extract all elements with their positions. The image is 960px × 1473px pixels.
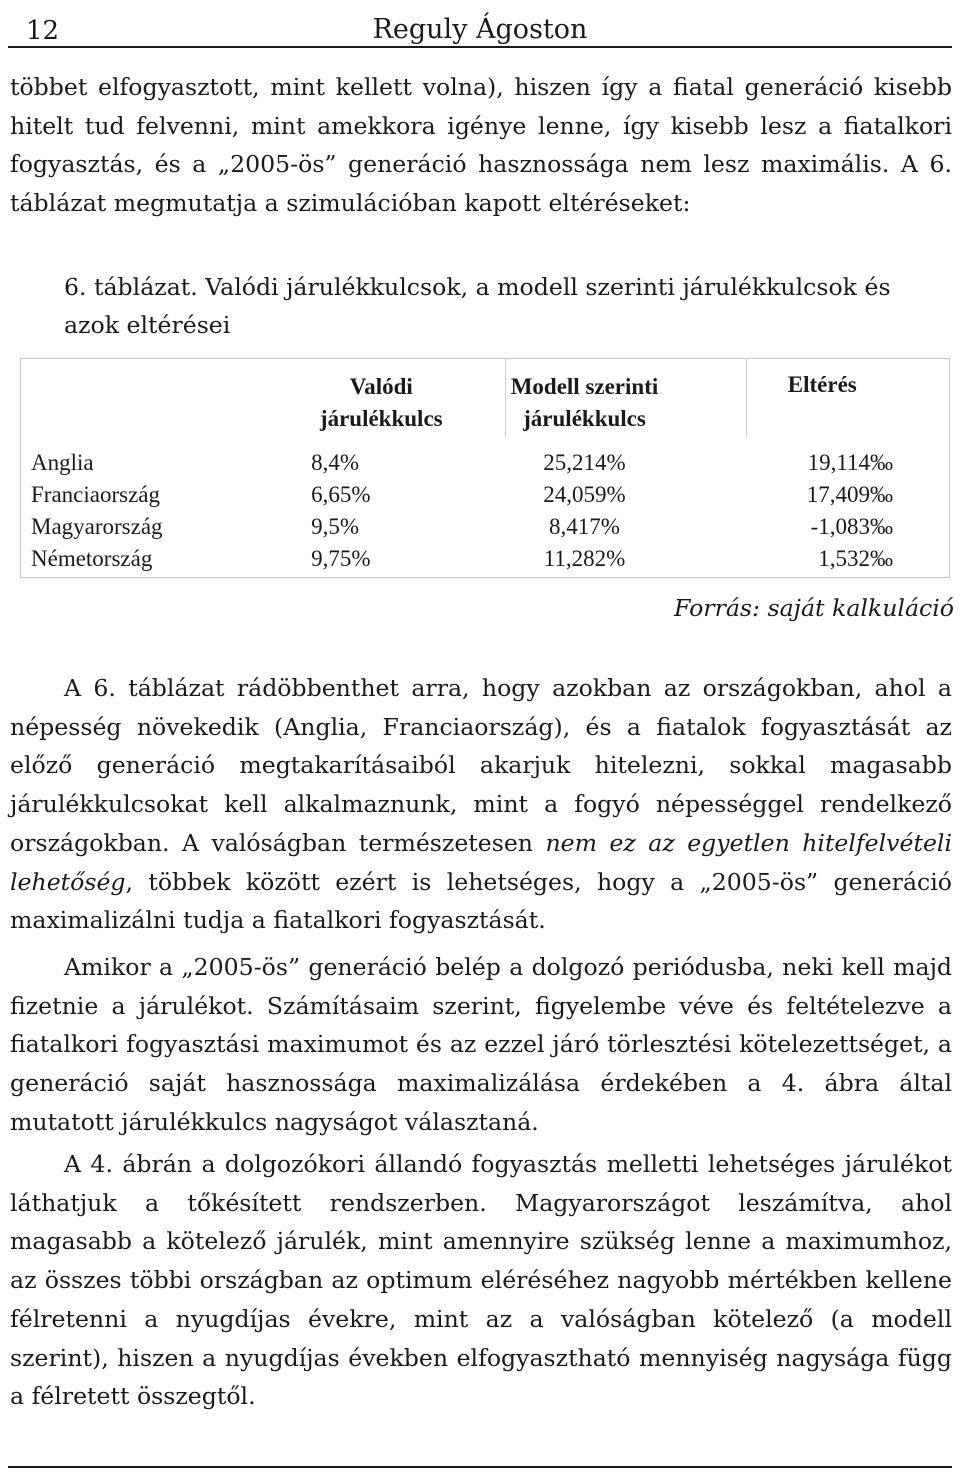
header-difference: Eltérés: [787, 372, 857, 397]
cell-model-rate: 25,214%: [543, 450, 626, 475]
cell-real-rate: 9,5%: [311, 514, 359, 539]
paragraph-intro: többet elfogyasztott, mint kellett volna), hiszen így a fiatal generáció kisebb hitelt tud felvenni, mint amekkora igénye lenne, így kisebb lesz a fiatalkori fogyasztás, és a „2005-ös” generáció hasznossága nem lesz maximális. A 6. táblázat megmutatja a szimulációban kapott eltéréseket:: [10, 73, 952, 218]
page-number: 12: [26, 16, 60, 46]
paragraph-contribution: Amikor a „2005-ös” generáció belép a dolgozó periódusba, neki kell majd fizetnie a járulékot. Számításaim szerint, figyelembe véve és feltételezve a fiatalkori fogyasztási maximumot és az ezzel járó törlesztési kötelezettséget, a generáció saját hasznossága maximalizálása érdekében a 4. ábra által mutatott járulékkulcs nagyságot választaná.: [10, 953, 952, 1136]
data-table: [21, 359, 949, 575]
cell-model-rate: 24,059%: [543, 482, 626, 507]
paragraph-text: A 6. táblázat rádöbbenthet arra, hogy azokban az országokban, ahol a népesség növekedik (Anglia, Franciaország), és a fiatalok fogyasztását az előző generáció megtakarításaiból akarjuk hitelezni, sokkal magasabb járulékkulcsokat kell alkalmaznunk, mint a fogyó népességgel rendelkező országokban. A valóságban természetesen: [10, 674, 952, 857]
cell-model-rate: 11,282%: [543, 546, 626, 571]
cell-country: Magyarország: [31, 514, 163, 539]
table-row: [21, 511, 949, 543]
header-model-rate: Modell szerinti járulékkulcs: [510, 374, 659, 431]
paragraph-text: , többek között ezért is lehetséges, hogy a „2005-ös” generáció maximalizálni tudja a fiatalkori fogyasztását.: [10, 867, 952, 935]
contribution-rates-table: [20, 358, 950, 578]
table-source-note: Forrás: saját kalkuláció: [674, 594, 954, 622]
cell-model-rate: 8,417%: [549, 514, 620, 539]
header-real-rate: Valódi járulékkulcs: [319, 374, 443, 431]
cell-difference: 1,532‰: [818, 546, 893, 571]
cell-difference: -1,083‰: [810, 514, 893, 539]
footer-rule: [8, 1466, 952, 1468]
paragraph-figure-discussion: A 4. ábrán a dolgozókori állandó fogyasztás melletti lehetséges járulékot láthatjuk a tőkésített rendszerben. Magyarországot leszámítva, ahol magasabb a kötelező járulék, mint amennyire szükség lenne a maximumhoz, az összes többi országban az optimum eléréséhez nagyobb mértékben kellene félretenni a nyugdíjas évekre, mint az a valóságban kötelező (a modell szerint), hiszen a nyugdíjas években elfogyasztható mennyiség nagysága függ a félretett összegtől.: [10, 1150, 952, 1411]
emphasis-text: nem ez az egyetlen hitelfelvételi lehetőség: [10, 828, 953, 896]
cell-real-rate: 9,75%: [311, 546, 371, 571]
cell-real-rate: 8,4%: [311, 450, 359, 475]
page-header: [8, 6, 952, 48]
cell-difference: 17,409‰: [806, 482, 893, 507]
header-country: [21, 359, 289, 447]
running-head-author: Reguly Ágoston: [372, 14, 588, 45]
table-row: [21, 479, 949, 511]
cell-real-rate: 6,65%: [311, 482, 371, 507]
table-row: [21, 447, 949, 479]
table-header-row: [21, 359, 949, 447]
cell-country: Anglia: [31, 450, 94, 475]
cell-difference: 19,114‰: [807, 450, 893, 475]
cell-country: Németország: [31, 546, 153, 571]
table-caption: 6. táblázat. Valódi járulékkulcsok, a modell szerinti járulékkulcsok és azok eltérései: [64, 273, 891, 339]
paragraph-analysis: [10, 669, 952, 940]
table-row: [21, 543, 949, 575]
cell-country: Franciaország: [31, 482, 160, 507]
